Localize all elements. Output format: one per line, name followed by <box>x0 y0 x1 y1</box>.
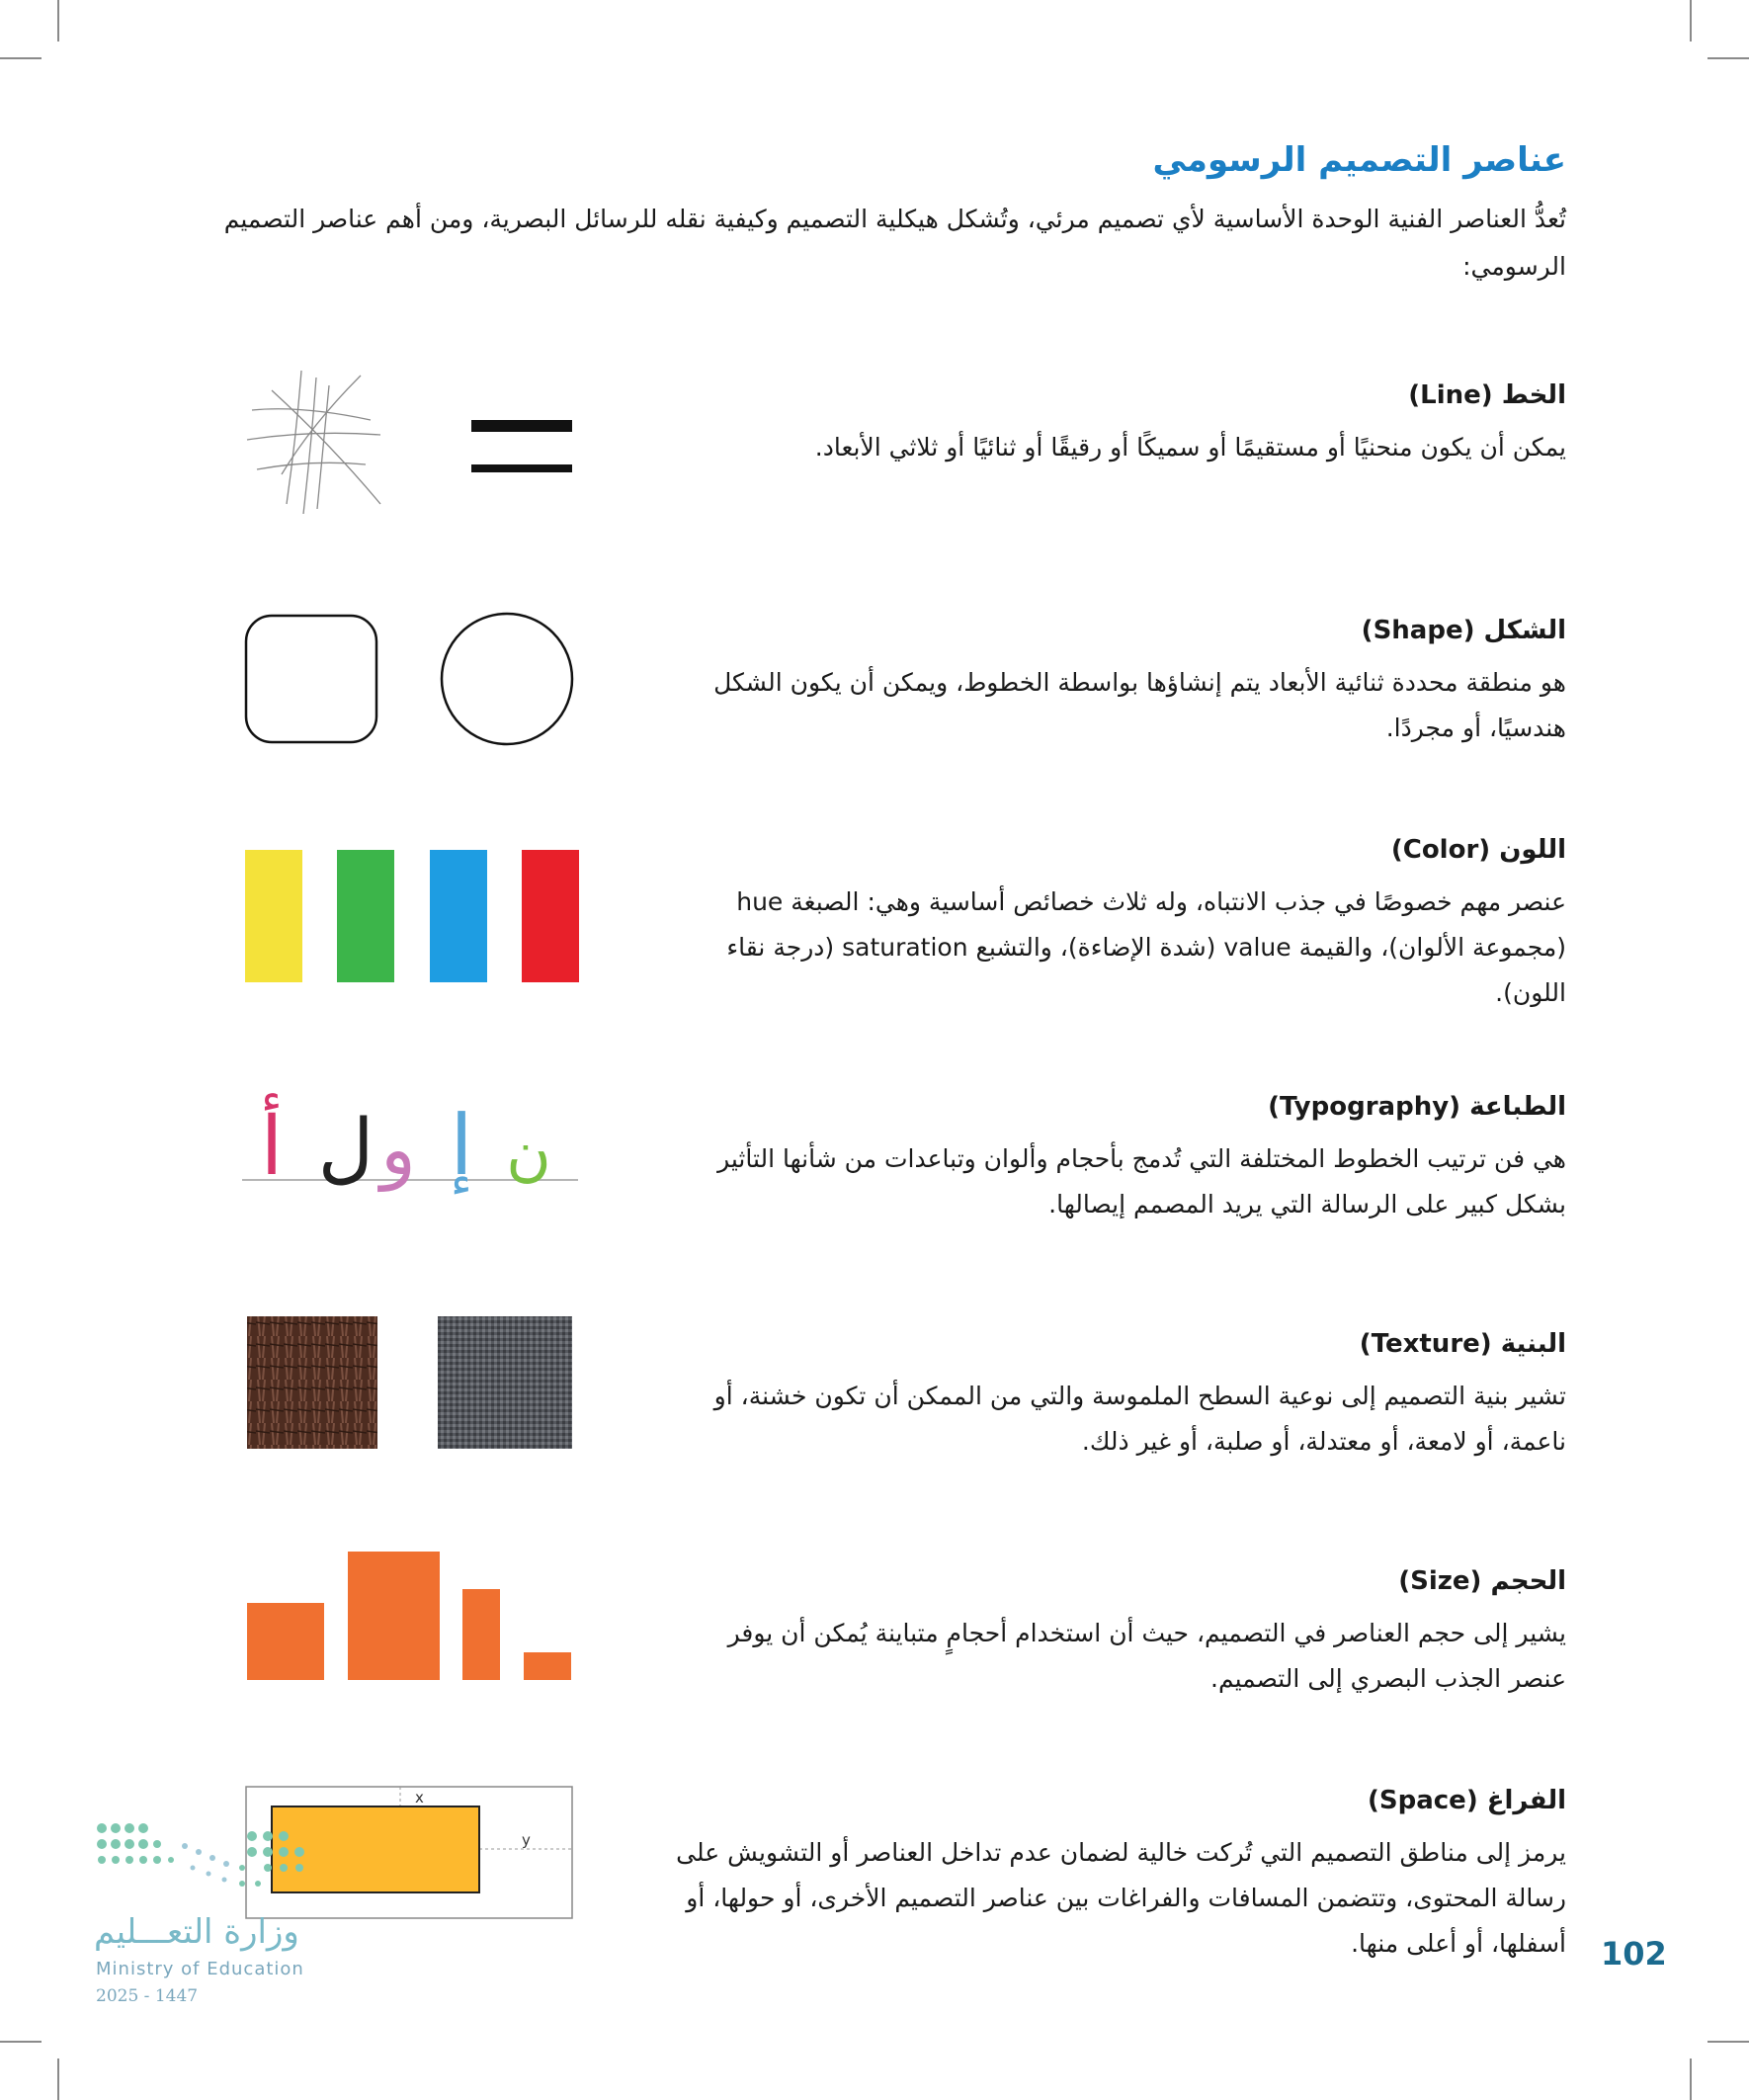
crop-mark <box>1707 57 1749 59</box>
section-heading: اللون (Color) <box>1390 835 1566 865</box>
thick-line <box>471 420 572 432</box>
section-heading: الشكل (Shape) <box>1361 616 1566 645</box>
section-heading: الحجم (Size) <box>1398 1566 1566 1596</box>
crop-mark <box>57 0 59 42</box>
size-block <box>462 1589 500 1680</box>
ministry-name-english: Ministry of Education <box>96 1959 304 1979</box>
crop-mark <box>0 57 42 59</box>
yellow-swatch <box>245 850 302 982</box>
section-heading: الخط (Line) <box>1408 380 1566 410</box>
typo-letter: أ <box>260 1100 284 1194</box>
rounded-square-shape <box>246 616 376 742</box>
section-body: تشير بنية التصميم إلى نوعية السطح الملموسة والتي من الممكن أن تكون خشنة، أو ناعمة، أو لامعة، أو معتدلة، أو صلبة، أو غير ذلك. <box>713 1382 1566 1456</box>
intro-paragraph: تُعدُّ العناصر الفنية الوحدة الأساسية لأي تصميم مرئي، وتُشكل هيكلية التصميم وكيفية نقله للرسائل البصرية، ومن أهم عناصر التصميم الرسومي: <box>223 205 1566 281</box>
crop-mark <box>1690 0 1692 42</box>
bark-texture <box>247 1316 377 1449</box>
section-line <box>667 376 1566 470</box>
crop-mark <box>1707 2041 1749 2043</box>
crop-mark <box>57 2058 59 2100</box>
section-heading: الطباعة (Typography) <box>1268 1092 1566 1122</box>
section-texture <box>667 1324 1566 1465</box>
medium-line <box>471 464 572 472</box>
fabric-texture <box>438 1316 572 1449</box>
section-heading: البنية (Texture) <box>1359 1329 1566 1359</box>
x-label: x <box>415 1789 424 1806</box>
section-body: هو منطقة محددة ثنائية الأبعاد يتم إنشاؤها بواسطة الخطوط، ويمكن أن يكون الشكل هندسيًا، أو مجردًا. <box>713 668 1566 742</box>
typo-letter: و <box>380 1107 416 1192</box>
section-body: يرمز إلى مناطق التصميم التي تُركت خالية لضمان عدم تداخل العناصر أو التشويش على رسالة المحتوى، وتتضمن المسافات والفراغات بين عناصر التصميم الأخرى، أو حولها، أو أسفلها، أو أعلى منها. <box>676 1838 1566 1958</box>
color-illustration <box>242 848 583 986</box>
section-body: عنصر مهم خصوصًا في جذب الانتباه، وله ثلاث خصائص أساسية وهي: الصبغة hue (مجموعة الألوان)، والقيمة value (شدة الإضاءة)، والتشبع saturation (درجة نقاء اللون). <box>726 887 1566 1007</box>
typography-illustration <box>242 1072 583 1220</box>
page-number: 102 <box>1601 1935 1667 1973</box>
page-title: عناصر التصميم الرسومي <box>1152 140 1566 180</box>
typo-letter: ن <box>506 1117 551 1189</box>
ministry-year: 2025 - 1447 <box>96 1986 199 2006</box>
typo-letter: إ <box>450 1097 473 1194</box>
size-block <box>524 1652 571 1680</box>
size-block <box>247 1603 324 1680</box>
section-size <box>667 1561 1566 1702</box>
section-heading: الفراغ (Space) <box>1368 1786 1566 1815</box>
typo-letter: ل <box>317 1104 375 1193</box>
crop-mark <box>1690 2058 1692 2100</box>
section-body: يشير إلى حجم العناصر في التصميم، حيث أن استخدام أحجامٍ متباينة يُمكن أن يوفر عنصر الجذب البصري إلى التصميم. <box>727 1619 1566 1693</box>
size-block <box>348 1552 440 1680</box>
circle-shape <box>442 614 572 744</box>
ministry-name-arabic: وزارة التعـــليم <box>94 1912 299 1952</box>
ministry-logo-icon <box>94 1818 331 1907</box>
y-label: y <box>522 1831 531 1849</box>
section-typography <box>667 1087 1566 1227</box>
section-body: يمكن أن يكون منحنيًا أو مستقيمًا أو سميكًا أو رقيقًا أو ثنائيًا أو ثلاثي الأبعاد. <box>814 433 1566 462</box>
crop-mark <box>0 2041 42 2043</box>
sketch-lines <box>247 371 380 514</box>
section-color <box>667 830 1566 1016</box>
shape-illustration <box>242 611 583 749</box>
size-illustration <box>242 1547 583 1685</box>
line-illustration <box>242 366 583 514</box>
green-swatch <box>337 850 394 982</box>
section-shape <box>667 611 1566 751</box>
section-space <box>667 1781 1566 1967</box>
red-swatch <box>522 850 579 982</box>
section-body: هي فن ترتيب الخطوط المختلفة التي تُدمج بأحجام وألوان وتباعدات من شأنها التأثير بشكل كبير على الرسالة التي يريد المصمم إيصالها. <box>717 1144 1566 1218</box>
blue-swatch <box>430 850 487 982</box>
texture-illustration <box>242 1314 583 1453</box>
